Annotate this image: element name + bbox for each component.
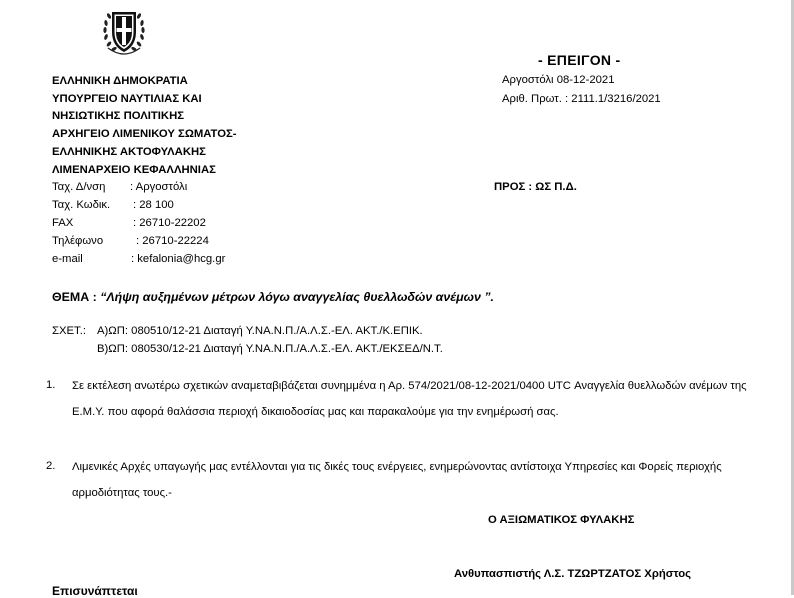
sender-line: ΕΛΛΗΝΙΚΗΣ ΑΚΤΟΦΥΛΑΚΗΣ: [52, 146, 206, 158]
place-date: Αργοστόλι 08-12-2021: [502, 74, 615, 86]
paragraph-number: 1.: [46, 379, 56, 391]
contact-label: Ταχ. Δ/νση: [52, 181, 106, 193]
reference-item: Α)ΩΠ: 080510/12-21 Διαταγή Υ.ΝΑ.Ν.Π./Α.Λ.Σ.-ΕΛ. ΑΚΤ./Κ.ΕΠΙΚ.: [97, 325, 423, 337]
greek-coat-of-arms-icon: [100, 4, 148, 59]
contact-value: : kefalonia@hcg.gr: [131, 253, 226, 265]
contact-value: : 26710-22224: [136, 235, 209, 247]
attachment-label: Επισυνάπτεται: [52, 584, 138, 598]
paragraph-number: 2.: [46, 460, 56, 472]
paragraph-body: Σε εκτέλεση ανωτέρω σχετικών αναμεταβιβάζεται συνημμένα η Αρ. 574/2021/08-12-2021/0400 UTC Αναγγελία θυελλωδών ανέμων της Ε.Μ.Υ. που αφορά θαλάσσια περιοχή δικαιοδοσίας μας και παρακαλούμε για την ενημέρωσή σας.: [72, 380, 747, 418]
reference-item: Β)ΩΠ: 080530/12-21 Διαταγή Υ.ΝΑ.Ν.Π./Α.Λ.Σ.-ΕΛ. ΑΚΤ./ΕΚΣΕΔ/Ν.Τ.: [97, 343, 443, 355]
paragraph-body: Λιμενικές Αρχές υπαγωγής μας εντέλλονται για τις δικές τους ενέργειες, ενημερώνοντας αντίστοιχα Υπηρεσίες και Φορείς περιοχής αρμοδιότητας τους.-: [72, 461, 722, 499]
sender-line: ΕΛΛΗΝΙΚΗ ΔΗΜΟΚΡΑΤΙΑ: [52, 75, 188, 87]
contact-value: : 26710-22202: [133, 217, 206, 229]
signature-title: Ο ΑΞΙΩΜΑΤΙΚΟΣ ΦΥΛΑΚΗΣ: [488, 514, 635, 526]
contact-label: e-mail: [52, 253, 83, 265]
contact-value: : Αργοστόλι: [130, 181, 188, 193]
subject-text: “Λήψη αυξημένων μέτρων λόγω αναγγελίας θυελλωδών ανέμων ”.: [100, 290, 494, 304]
protocol-number: Αριθ. Πρωτ. : 2111.1/3216/2021: [502, 93, 661, 105]
contact-label: Τηλέφωνο: [52, 235, 104, 247]
subject-line: [52, 290, 494, 304]
contact-label: FAX: [52, 217, 74, 229]
sender-line: ΛΙΜΕΝΑΡΧΕΙΟ ΚΕΦΑΛΛΗΝΙΑΣ: [52, 164, 216, 176]
sender-line: ΝΗΣΙΩΤΙΚΗΣ ΠΟΛΙΤΙΚΗΣ: [52, 110, 185, 122]
contact-label: Ταχ. Κωδικ.: [52, 199, 111, 211]
sender-line: ΑΡΧΗΓΕΙΟ ΛΙΜΕΝΙΚΟΥ ΣΩΜΑΤΟΣ-: [52, 128, 237, 140]
recipient: ΠΡΟΣ : ΩΣ Π.Δ.: [494, 181, 577, 193]
references-label: ΣΧΕΤ.:: [52, 325, 86, 337]
contact-value: : 28 100: [133, 199, 174, 211]
classification-urgent: - ΕΠΕΙΓΟΝ -: [538, 52, 621, 68]
sender-line: ΥΠΟΥΡΓΕΙΟ ΝΑΥΤΙΛΙΑΣ ΚΑΙ: [52, 93, 202, 105]
subject-label: ΘΕΜΑ :: [52, 290, 101, 304]
signature-name: Ανθυπασπιστής Λ.Σ. ΤΖΩΡΤΖΑΤΟΣ Χρήστος: [454, 568, 691, 580]
